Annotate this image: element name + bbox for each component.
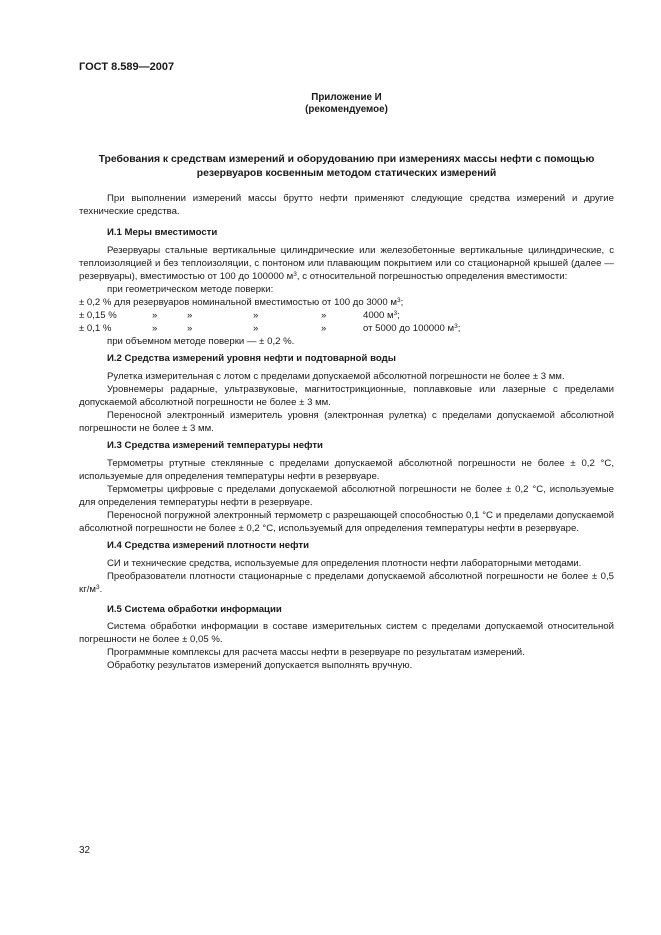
section-4-paragraph-1: СИ и технические средства, используемые для определения плотности нефти лабораторными методами. (107, 558, 582, 569)
section-1-geom-method: при геометрическом методе поверки: (107, 284, 274, 295)
section-1-accuracy-row-1: ± 0,2 % для резервуаров номинальной вместимостью от 100 до 3000 $м^3$; (79, 297, 404, 308)
section-1-accuracy-row-2: ± 0,15 % » » » » 4000 $м^3$; (79, 310, 400, 321)
section-3-paragraph-3: Переносной погружной электронный термометр с разрешающей способностью 0,1 °С и пределами допускаемой абсолютной погрешности не более ± 0,2 °С, используемый для определения температуры нефти в резервуаре. (79, 510, 614, 535)
page-number: 32 (79, 845, 91, 856)
main-title-line2: резервуаров косвенным методом статических измерений (196, 168, 497, 179)
main-title-line1: Требования к средствам измерений и оборудованию при измерениях массы нефти с помощью (98, 154, 595, 165)
section-5-paragraph-2: Программные комплексы для расчета массы нефти в резервуаре по результатам измерений. (107, 647, 525, 658)
appendix-subtitle: (рекомендуемое) (305, 104, 388, 115)
section-3-heading: И.3 Средства измерений температуры нефти (107, 440, 323, 451)
intro-paragraph: При выполнении измерений массы брутто нефти применяют следующие средства измерений и другие технические средства. (79, 193, 614, 218)
section-5-paragraph-1: Система обработки информации в составе измерительных систем с пределами допускаемой относительной погрешности не более ± 0,05 %. (79, 621, 614, 646)
section-5-paragraph-3: Обработку результатов измерений допускается выполнять вручную. (107, 660, 413, 671)
document-id: ГОСТ 8.589—2007 (79, 61, 175, 73)
section-5-heading: И.5 Система обработки информации (107, 604, 282, 615)
section-1-heading: И.1 Меры вместимости (107, 227, 218, 238)
section-2-paragraph-2: Уровнемеры радарные, ультразвуковые, магнитострикционные, поплавковые или лазерные с пределами допускаемой абсолютной погрешности не более ± 3 мм. (79, 384, 614, 409)
section-3-paragraph-2: Термометры цифровые с пределами допускаемой абсолютной погрешности не более ± 0,2 °С, используемые для определения температуры нефти в резервуаре. (79, 484, 614, 509)
section-2-paragraph-3: Переносной электронный измеритель уровня (электронная рулетка) с пределами допускаемой абсолютной погрешности не более ± 3 мм. (79, 410, 614, 435)
section-1-accuracy-row-3: ± 0,1 % » » » » от 5000 до 100000 $м^3$; (79, 323, 461, 334)
section-1-paragraph: Резервуары стальные вертикальные цилиндрические или железобетонные вертикальные цилиндрические, с теплоизоляцией и без теплоизоляции, с понтоном или плавающим покрытием или со стационарной крышей (далее — резервуары), вместимостью от 100 до 100000 $м^3$, с относительной погрешностью определения вместимости: (79, 245, 614, 283)
appendix-title: Приложение И (311, 92, 382, 103)
section-4-heading: И.4 Средства измерений плотности нефти (107, 540, 309, 551)
section-4-paragraph-2: Преобразователи плотности стационарные с пределами допускаемой абсолютной погрешности не более ± 0,5 $кг/м^3$. (79, 571, 614, 596)
section-2-paragraph-1: Рулетка измерительная с лотом с пределами допускаемой абсолютной погрешности не более ± 3 мм. (107, 371, 565, 382)
section-1-volume-method: при объемном методе поверки — ± 0,2 %. (107, 336, 295, 347)
section-3-paragraph-1: Термометры ртутные стеклянные с пределами допускаемой абсолютной погрешности не более ± 0,2 °С, используемые для определения температуры нефти в резервуаре. (79, 458, 614, 483)
section-2-heading: И.2 Средства измерений уровня нефти и подтоварной воды (107, 353, 396, 364)
